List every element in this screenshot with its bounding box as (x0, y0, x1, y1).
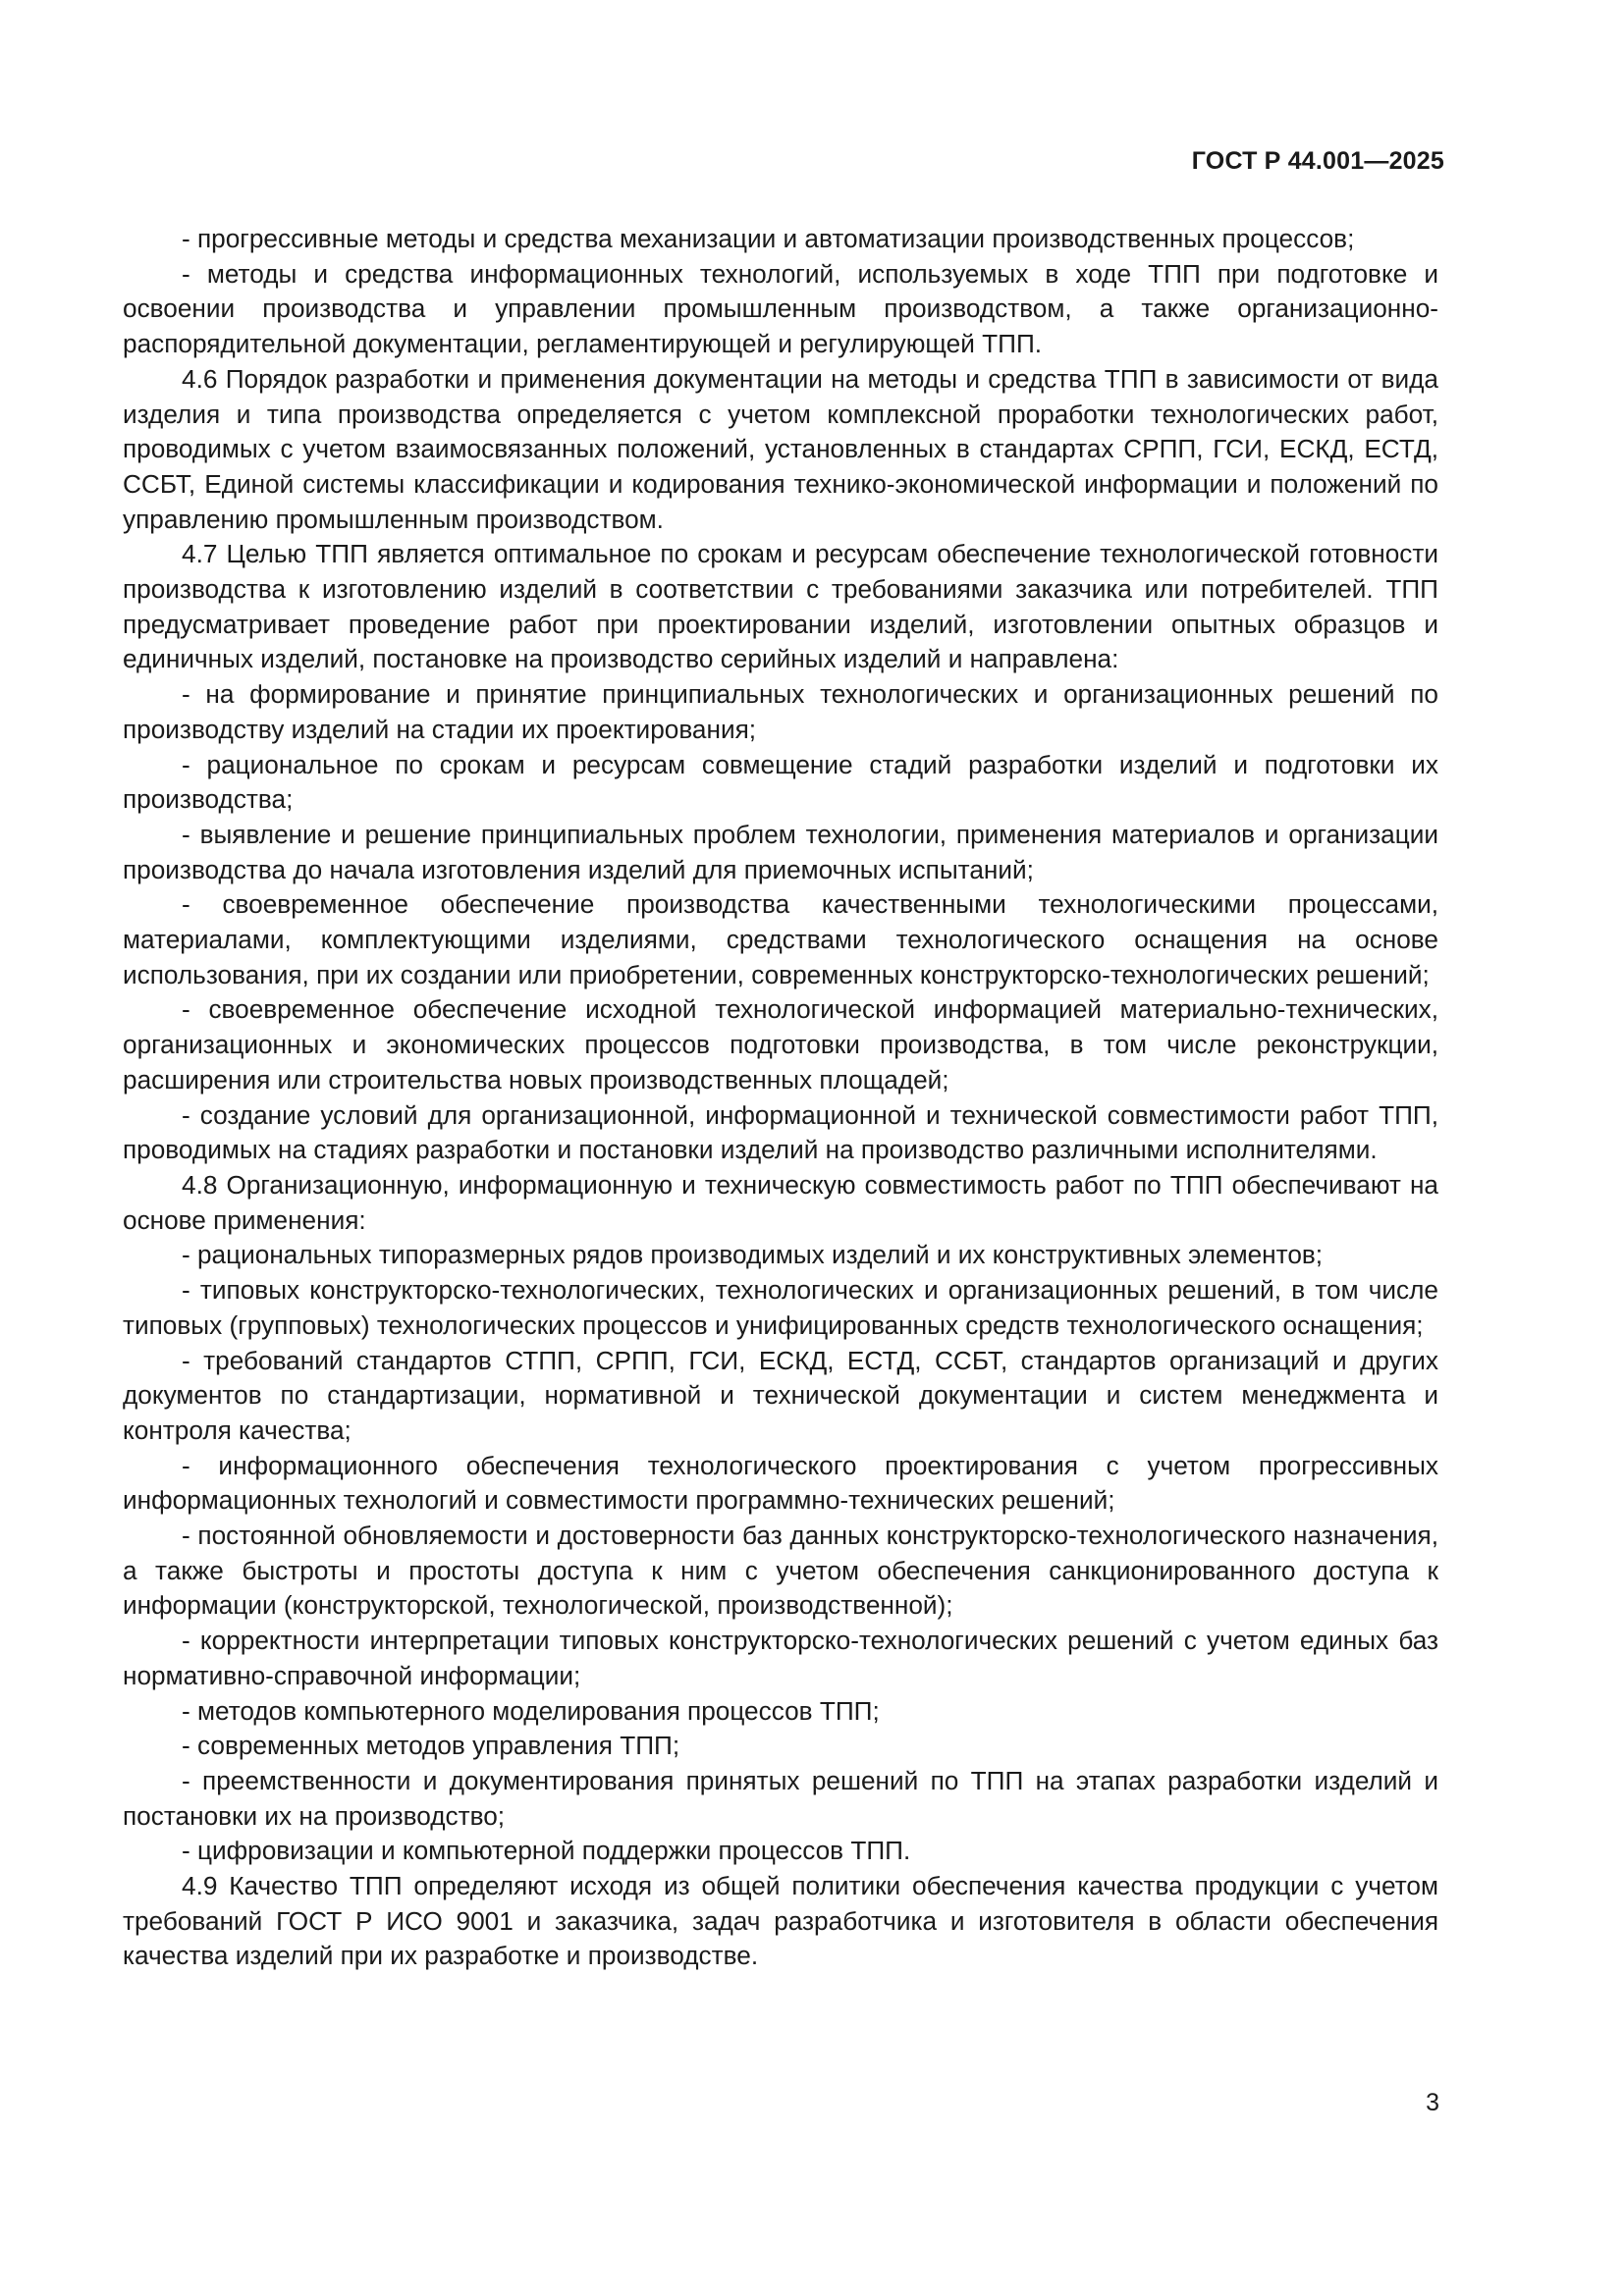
paragraph: - современных методов управления ТПП; (182, 1731, 680, 1761)
paragraph: 4.8 Организационную, информационную и техническую совместимость работ по ТПП обеспечивают на основе применения: (123, 1169, 1438, 1235)
paragraph: - постоянной обновляемости и достоверности баз данных конструкторско-технологического назначения, а также быстроты и простоты доступа к ним с учетом обеспечения санкционированного доступа к информации (конструкторской, технологической, производственной); (123, 1521, 1438, 1621)
paragraph: - выявление и решение принципиальных проблем технологии, применения материалов и организации производства до начала изготовления изделий для приемочных испытаний; (123, 819, 1438, 884)
document-standard-id: ГОСТ Р 44.001—2025 (1191, 147, 1444, 175)
document-body (123, 222, 1438, 1974)
page-number: 3 (1426, 2089, 1439, 2116)
paragraph: - рациональных типоразмерных рядов производимых изделий и их конструктивных элементов; (182, 1240, 1324, 1270)
paragraph: - своевременное обеспечение исходной технологической информацией материально-технических, организационных и экономических процессов подготовки производства, в том числе реконструкции, расширения или строительства новых производственных площадей; (123, 994, 1438, 1095)
paragraph: - цифровизации и компьютерной поддержки процессов ТПП. (182, 1836, 911, 1866)
paragraph: 4.6 Порядок разработки и применения документации на методы и средства ТПП в зависимости от вида изделия и типа производства определяется с учетом комплексной проработки технологических работ, проводимых с учетом взаимосвязанных положений, установленных в стандартах СРПП, ГСИ, ЕСКД, ЕСТД, ССБТ, Единой системы классификации и кодирования технико-экономической информации и положений по управлению промышленным производством. (123, 363, 1438, 534)
paragraph: - типовых конструкторско-технологических, технологических и организационных решений, в том числе типовых (групповых) технологических процессов и унифицированных средств технологического оснащения; (123, 1275, 1438, 1340)
paragraph: - прогрессивные методы и средства механизации и автоматизации производственных процессов; (182, 224, 1355, 253)
paragraph: - рациональное по срокам и ресурсам совмещение стадий разработки изделий и подготовки их производства; (123, 749, 1438, 815)
paragraph: - методов компьютерного моделирования процессов ТПП; (182, 1695, 880, 1726)
paragraph: - информационного обеспечения технологического проектирования с учетом прогрессивных информационных технологий и совместимости программно-технических решений; (123, 1450, 1438, 1516)
paragraph: - создание условий для организационной, информационной и технической совместимости работ ТПП, проводимых на стадиях разработки и постановки изделий на производство различными исполнителями. (123, 1099, 1438, 1165)
paragraph: 4.7 Целью ТПП является оптимальное по срокам и ресурсам обеспечение технологической готовности производства к изготовлению изделий в соответствии с требованиями заказчика или потребителей. ТПП предусматривает проведение работ при проектировании изделий, изготовлении опытных образцов и единичных изделий, постановке на производство серийных изделий и направлена: (123, 539, 1438, 674)
paragraph: - корректности интерпретации типовых конструкторско-технологических решений с учетом единых баз нормативно-справочной информации; (123, 1626, 1438, 1690)
paragraph: - преемственности и документирования принятых решений по ТПП на этапах разработки изделий и постановки их на производство; (123, 1765, 1438, 1831)
paragraph: - требований стандартов СТПП, СРПП, ГСИ, ЕСКД, ЕСТД, ССБТ, стандартов организаций и других документов по стандартизации, нормативной и технической документации и систем менеджмента и контроля качества; (123, 1345, 1438, 1445)
paragraph: - своевременное обеспечение производства качественными технологическими процессами, материалами, комплектующими изделиями, средствами технологического оснащения на основе использования, при их создании или приобретении, современных конструкторско-технологических решений; (123, 889, 1438, 989)
paragraph: 4.9 Качество ТПП определяют исходя из общей политики обеспечения качества продукции с учетом требований ГОСТ Р ИСО 9001 и заказчика, задач разработчика и изготовителя в области обеспечения качества изделий при их разработке и производстве. (123, 1871, 1438, 1971)
paragraph: - на формирование и принятие принципиальных технологических и организационных решений по производству изделий на стадии их проектирования; (123, 679, 1438, 744)
paragraph: - методы и средства информационных технологий, используемых в ходе ТПП при подготовке и освоении производства и управлении промышленным производством, а также организационно-распорядительной документации, регламентирующей и регулирующей ТПП. (123, 258, 1438, 359)
